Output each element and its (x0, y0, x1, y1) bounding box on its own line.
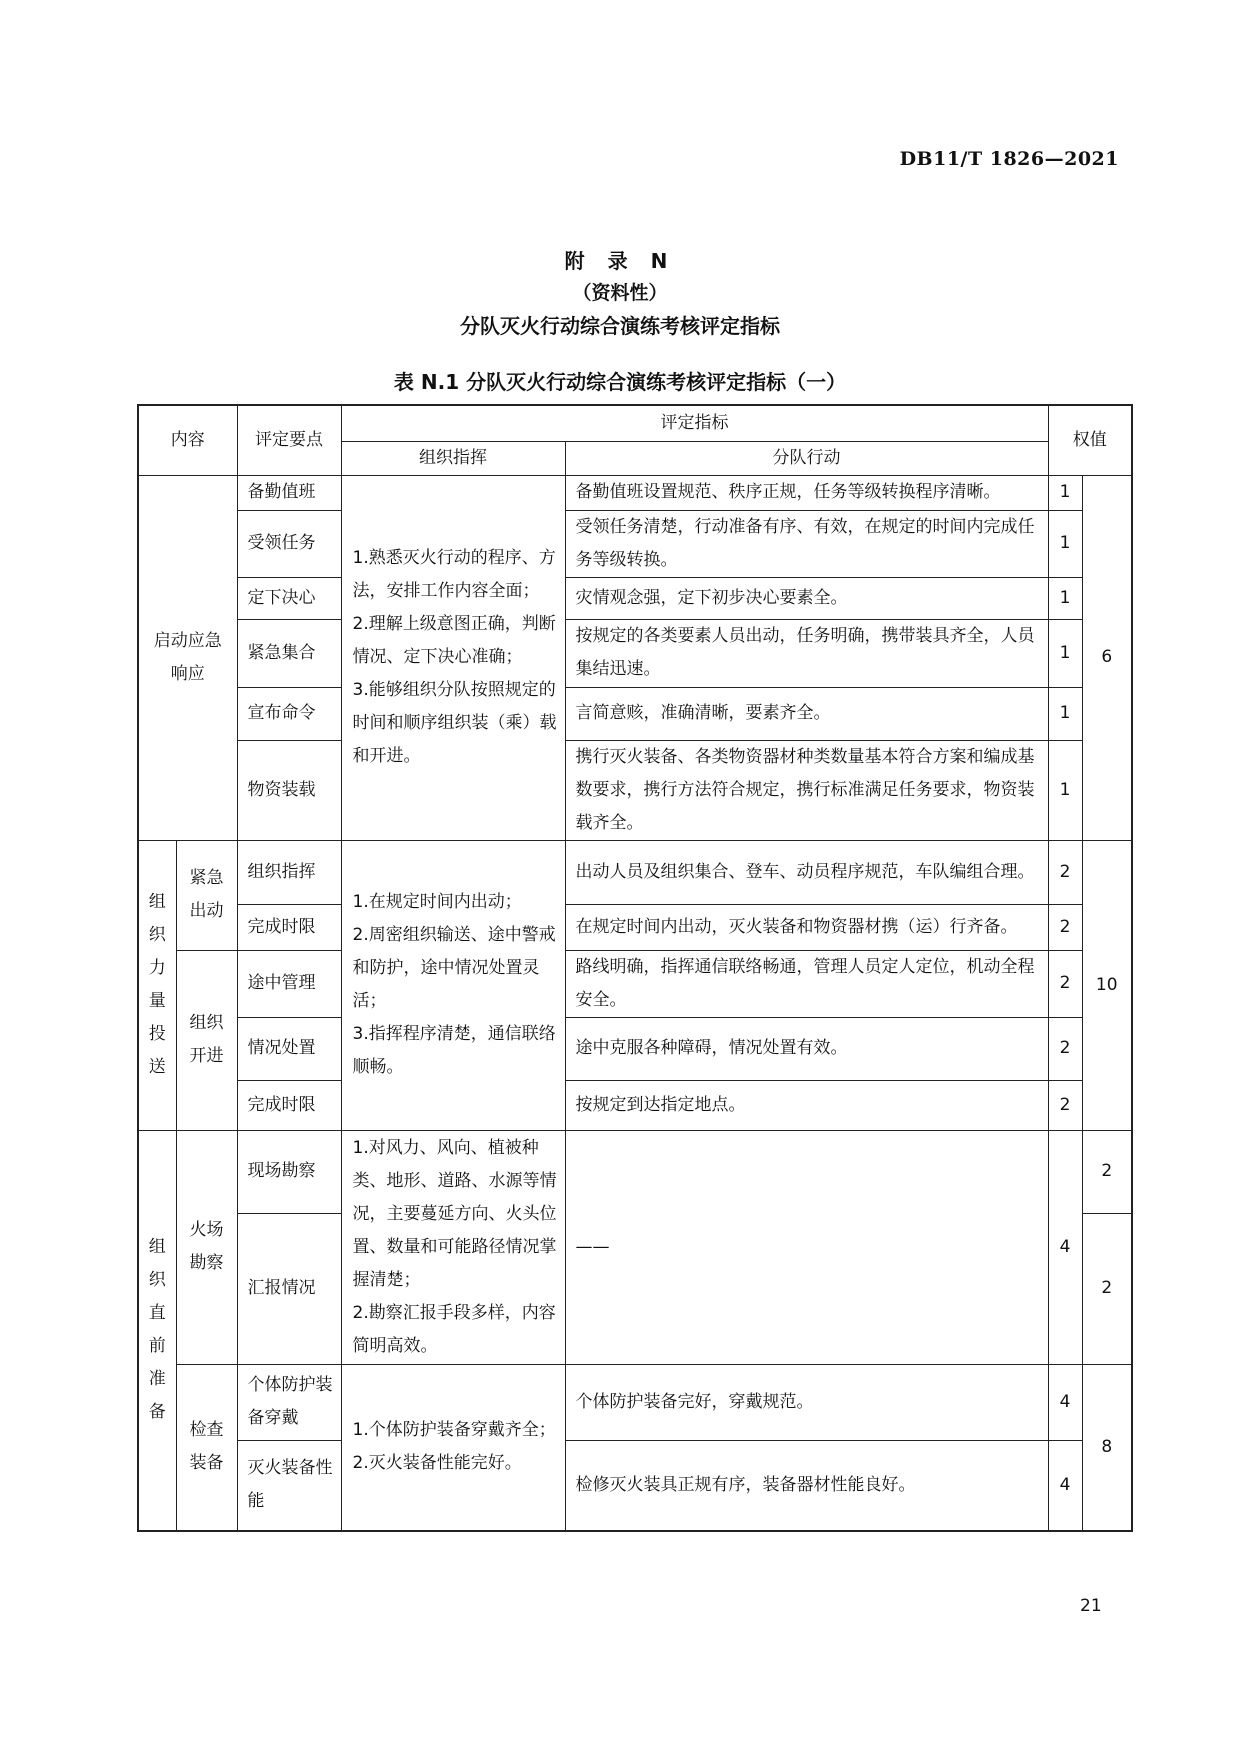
eval-point: 个体防护装备穿戴 (237, 1364, 341, 1440)
table-row (138, 950, 1132, 1017)
group-name: 紧急出动 (176, 840, 237, 950)
header-action: 分队行动 (565, 441, 1048, 475)
group-name: 火场勘察 (176, 1130, 237, 1364)
command-criteria: 1.对风力、风向、植被种类、地形、道路、水源等情况，主要蔓延方向、火头位置、数量和可能路径情况掌握清楚； 2.勘察汇报手段多样，内容简明高效。 (341, 1130, 565, 1364)
action-criteria: 携行灭火装备、各类物资器材种类数量基本符合方案和编成基数要求，携行方法符合规定，携行标准满足任务要求，物资装载齐全。 (565, 740, 1048, 840)
item-weight: 2 (1048, 904, 1082, 950)
command-criteria: 1.在规定时间内出动； 2.周密组织输送、途中警戒和防护，途中情况处置灵活； 3.指挥程序清楚，通信联络顺畅。 (341, 840, 565, 1130)
table-row (138, 1080, 1132, 1130)
table-row (138, 619, 1132, 687)
appendix-nature: （资料性） (572, 282, 668, 304)
action-criteria: —— (565, 1130, 1048, 1364)
table-row (138, 577, 1132, 619)
header-points: 评定要点 (237, 405, 341, 475)
eval-point: 物资装载 (237, 740, 341, 840)
eval-point: 宣布命令 (237, 687, 341, 740)
command-criteria: 1.个体防护装备穿戴齐全； 2.灭火装备性能完好。 (341, 1364, 565, 1531)
table-row (138, 1130, 1132, 1213)
evaluation-table (137, 404, 1133, 1532)
eval-point: 紧急集合 (237, 619, 341, 687)
section-name: 启动应急响应 (138, 475, 237, 840)
eval-point: 定下决心 (237, 577, 341, 619)
action-criteria: 在规定时间内出动，灭火装备和物资器材携（运）行齐备。 (565, 904, 1048, 950)
table-caption: 表 N.1 分队灭火行动综合演练考核评定指标（一） (393, 370, 847, 394)
action-criteria: 出动人员及组织集合、登车、动员程序规范，车队编组合理。 (565, 840, 1048, 904)
item-weight: 4 (1048, 1364, 1082, 1440)
item-total-weight: 2 (1082, 1130, 1132, 1213)
page-number: 21 (1080, 1596, 1102, 1616)
table-row (138, 1017, 1132, 1080)
action-criteria: 途中克服各种障碍，情况处置有效。 (565, 1017, 1048, 1080)
action-criteria: 言简意赅，准确清晰，要素齐全。 (565, 687, 1048, 740)
eval-point: 途中管理 (237, 950, 341, 1017)
table-row (138, 687, 1132, 740)
table-row (138, 740, 1132, 840)
item-weight: 1 (1048, 510, 1082, 577)
eval-point: 现场勘察 (237, 1130, 341, 1213)
table-row (138, 475, 1132, 510)
eval-point: 备勤值班 (237, 475, 341, 510)
action-criteria: 按规定的各类要素人员出动，任务明确，携带装具齐全，人员集结迅速。 (565, 619, 1048, 687)
item-weight: 2 (1048, 1017, 1082, 1080)
header-row (138, 405, 1132, 441)
eval-point: 汇报情况 (237, 1213, 341, 1364)
group-weight: 4 (1048, 1130, 1082, 1364)
action-criteria: 灾情观念强，定下初步决心要素全。 (565, 577, 1048, 619)
item-weight: 1 (1048, 619, 1082, 687)
item-weight: 1 (1048, 577, 1082, 619)
item-weight: 2 (1048, 950, 1082, 1017)
document-id: DB11/T 1826—2021 (899, 148, 1119, 170)
action-criteria: 个体防护装备完好，穿戴规范。 (565, 1364, 1048, 1440)
group-name: 检查装备 (176, 1364, 237, 1531)
item-weight: 1 (1048, 687, 1082, 740)
section-name: 组织直前准备 (138, 1130, 176, 1531)
header-weight: 权值 (1048, 405, 1132, 475)
header-command: 组织指挥 (341, 441, 565, 475)
item-weight: 1 (1048, 740, 1082, 840)
action-criteria: 备勤值班设置规范、秩序正规，任务等级转换程序清晰。 (565, 475, 1048, 510)
table-row (138, 1364, 1132, 1440)
item-weight: 4 (1048, 1440, 1082, 1531)
action-criteria: 受领任务清楚，行动准备有序、有效，在规定的时间内完成任务等级转换。 (565, 510, 1048, 577)
item-weight: 2 (1048, 1080, 1082, 1130)
eval-point: 完成时限 (237, 1080, 341, 1130)
header-content: 内容 (138, 405, 237, 475)
eval-point: 组织指挥 (237, 840, 341, 904)
eval-point: 完成时限 (237, 904, 341, 950)
section-total-weight: 6 (1082, 475, 1132, 840)
command-criteria: 1.熟悉灭火行动的程序、方法，安排工作内容全面； 2.理解上级意图正确，判断情况、定下决心准确； 3.能够组织分队按照规定的时间和顺序组织装（乘）载和开进。 (341, 475, 565, 840)
table-row (138, 904, 1132, 950)
header-indicators: 评定指标 (341, 405, 1048, 441)
group-total-weight: 8 (1082, 1364, 1132, 1531)
action-criteria: 按规定到达指定地点。 (565, 1080, 1048, 1130)
eval-point: 情况处置 (237, 1017, 341, 1080)
table-row (138, 1440, 1132, 1531)
section-total-weight: 10 (1082, 840, 1132, 1130)
table-row (138, 510, 1132, 577)
group-name: 组织开进 (176, 950, 237, 1130)
eval-point: 受领任务 (237, 510, 341, 577)
table-row (138, 840, 1132, 904)
appendix-main-title: 分队灭火行动综合演练考核评定指标 (460, 314, 780, 338)
item-weight: 1 (1048, 475, 1082, 510)
action-criteria: 检修灭火装具正规有序，装备器材性能良好。 (565, 1440, 1048, 1531)
appendix-title: 附 录 N (564, 249, 676, 273)
action-criteria: 路线明确，指挥通信联络畅通，管理人员定人定位，机动全程安全。 (565, 950, 1048, 1017)
item-total-weight: 2 (1082, 1213, 1132, 1364)
section-name: 组织力量投送 (138, 840, 176, 1130)
eval-point: 灭火装备性能 (237, 1440, 341, 1531)
item-weight: 2 (1048, 840, 1082, 904)
